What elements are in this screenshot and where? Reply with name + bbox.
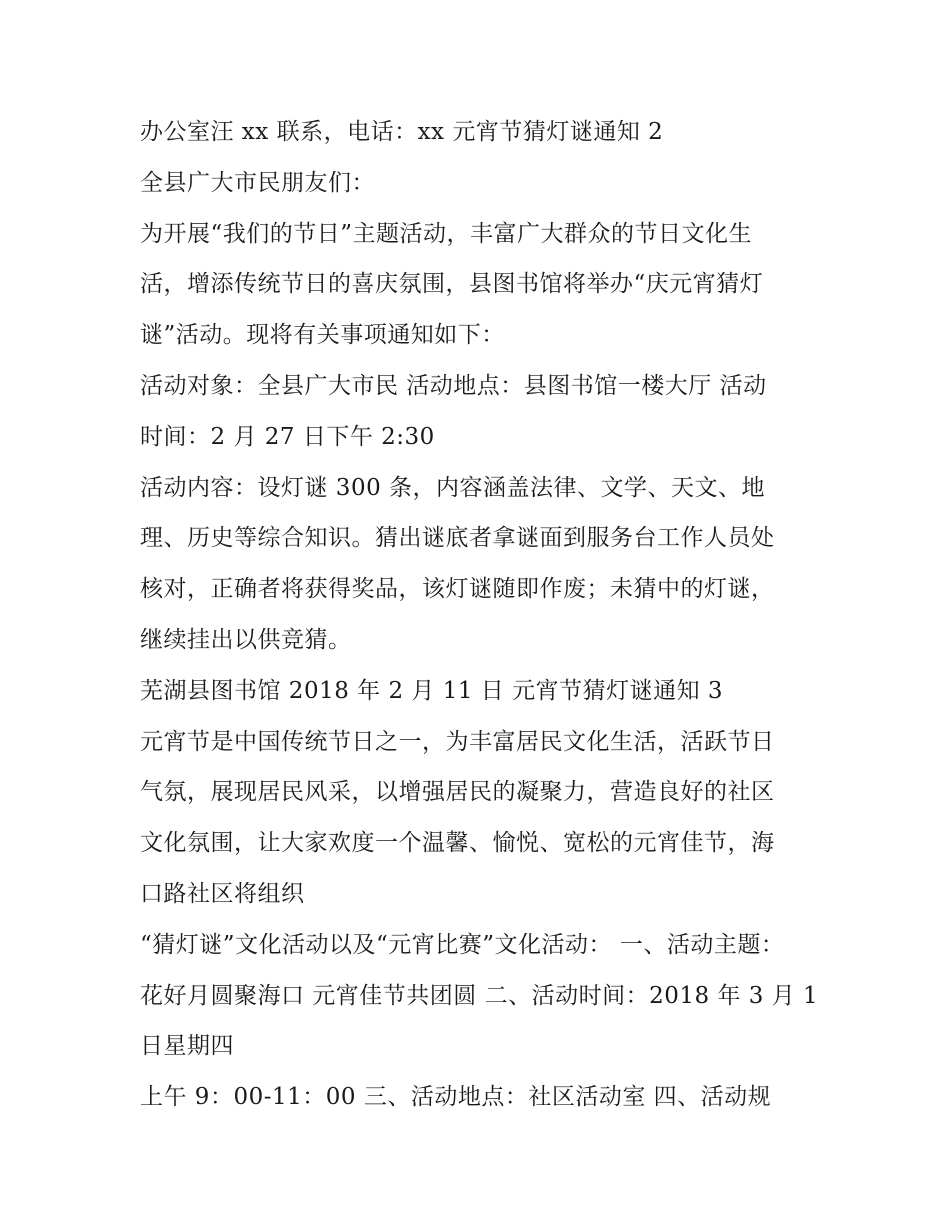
text-line: 气氛，展现居民风采，以增强居民的凝聚力，营造良好的社区 [140,779,775,806]
text-line: 元宵节是中国传统节日之一，为丰富居民文化生活，活跃节日 [140,728,775,755]
text-line: 日星期四 [140,1033,234,1060]
text-line: 口路社区将组织 [140,880,305,907]
text-line: 活，增添传统节日的喜庆氛围，县图书馆将举办“庆元宵猜灯 [140,271,764,298]
text-line: 办公室汪 xx 联系，电话：xx 元宵节猜灯谜通知 2 [140,119,664,145]
text-line: 谜”活动。现将有关事项通知如下： [140,322,505,349]
text-line: 全县广大市民朋友们： [140,169,375,196]
text-line: 芜湖县图书馆 2018 年 2 月 11 日 元宵节猜灯谜通知 3 [140,677,724,704]
text-line: 继续挂出以供竞猜。 [140,626,352,653]
document-body [140,107,820,1123]
text-line: 上午 9：00-11：00 三、活动地点：社区活动室 四、活动规 [140,1084,772,1111]
text-line: 活动对象：全县广大市民 活动地点：县图书馆一楼大厅 活动 [140,372,767,399]
text-line: 文化氛围，让大家欢度一个温馨、愉悦、宽松的元宵佳节，海 [140,830,775,857]
text-line: 花好月圆聚海口 元宵佳节共团圆 二、活动时间：2018 年 3 月 1 [140,982,819,1009]
text-line: 为开展“我们的节日”主题活动，丰富广大群众的节日文化生 [140,220,753,247]
text-line: 时间：2 月 27 日下午 2:30 [140,423,435,450]
text-line: 核对，正确者将获得奖品，该灯谜随即作废；未猜中的灯谜， [140,576,775,603]
text-line: “猜灯谜”文化活动以及“元宵比赛”文化活动： 一、活动主题： [140,931,785,958]
text-line: 活动内容：设灯谜 300 条，内容涵盖法律、文学、天文、地 [140,474,766,501]
text-line: 理、历史等综合知识。猜出谜底者拿谜面到服务台工作人员处 [140,525,775,552]
